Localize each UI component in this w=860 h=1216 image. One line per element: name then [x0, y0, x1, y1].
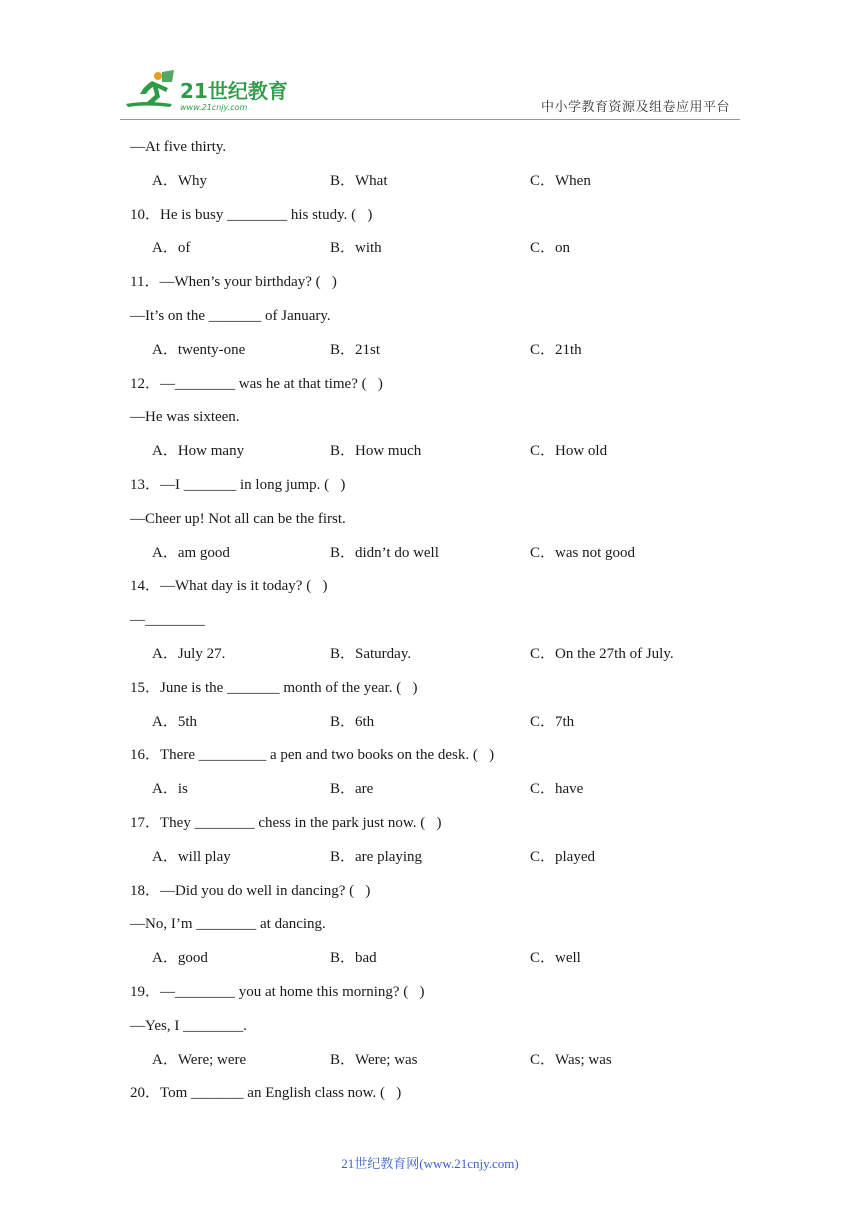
option-b: B．Were; was	[330, 1051, 418, 1068]
question-list	[130, 132, 750, 1112]
question-line: 15．June is the _______ month of the year. ( )	[130, 679, 418, 696]
options-row	[130, 335, 750, 369]
option-b: B．What	[330, 172, 388, 189]
option-a: A．Were; were	[152, 1051, 247, 1068]
option-a: A．twenty-one	[152, 341, 246, 358]
option-a: A．July 27.	[152, 645, 226, 662]
question-line: —Yes, I ________.	[130, 1017, 247, 1034]
options-row	[130, 639, 750, 673]
option-a: A．good	[152, 950, 208, 967]
option-c: C．on	[530, 240, 571, 257]
option-b: B．How much	[330, 443, 422, 460]
option-b: B．with	[330, 240, 382, 257]
option-c: C．Was; was	[530, 1051, 612, 1068]
options-row	[130, 166, 750, 200]
page-footer: 21世纪教育网(www.21cnjy.com)	[341, 1156, 519, 1171]
question-line: —________	[130, 612, 205, 629]
question-line: 20．Tom _______ an English class now. ( )	[130, 1085, 402, 1102]
option-b: B．bad	[330, 950, 377, 967]
option-c: C．well	[530, 950, 581, 967]
option-a: A．of	[152, 240, 191, 257]
option-a: A．is	[152, 781, 188, 798]
question-line: —At five thirty.	[130, 139, 227, 155]
question-line: 10．He is busy ________ his study. ( )	[130, 206, 373, 223]
header-divider	[120, 119, 740, 120]
option-b: B．didn’t do well	[330, 544, 439, 561]
option-c: C．have	[530, 781, 584, 798]
question-line: —He was sixteen.	[130, 409, 240, 426]
question-line: 18．—Did you do well in dancing? ( )	[130, 882, 371, 899]
question-line: 12．—________ was he at that time? ( )	[130, 375, 383, 392]
question-line: 17．They ________ chess in the park just now. ( )	[130, 814, 442, 831]
option-b: B．21st	[330, 341, 381, 358]
brand-logo	[122, 70, 292, 115]
logo-text: 21世纪教育	[180, 79, 288, 103]
option-a: A．How many	[152, 443, 245, 460]
option-b: B．Saturday.	[330, 645, 412, 662]
option-b: B．are playing	[330, 848, 423, 865]
runner-icon	[126, 70, 174, 107]
options-row	[130, 1045, 750, 1079]
question-line: 19．—________ you at home this morning? ( )	[130, 983, 425, 1000]
option-c: C．7th	[530, 713, 575, 730]
question-line: —Cheer up! Not all can be the first.	[130, 510, 346, 527]
options-row	[130, 842, 750, 876]
options-row	[130, 774, 750, 808]
question-line: 11．—When’s your birthday? ( )	[130, 274, 337, 291]
question-line: —No, I’m ________ at dancing.	[130, 916, 326, 933]
option-a: A．5th	[152, 713, 198, 730]
options-row	[130, 943, 750, 977]
option-b: B．6th	[330, 713, 375, 730]
option-a: A．Why	[152, 172, 207, 189]
options-row	[130, 707, 750, 741]
options-row	[130, 538, 750, 572]
option-c: C．played	[530, 848, 595, 865]
question-line: 16．There _________ a pen and two books on the desk. ( )	[130, 747, 495, 764]
option-b: B．are	[330, 781, 374, 798]
header-slogan: 中小学教育资源及组卷应用平台	[540, 100, 730, 115]
option-c: C．21th	[530, 341, 582, 358]
question-line: 13．—I _______ in long jump. ( )	[130, 476, 346, 493]
option-a: A．will play	[152, 848, 231, 865]
option-c: C．On the 27th of July.	[530, 645, 674, 662]
question-line: —It’s on the _______ of January.	[130, 307, 331, 324]
option-c: C．was not good	[530, 544, 636, 561]
question-line: 14．—What day is it today? ( )	[130, 578, 328, 595]
option-a: A．am good	[152, 544, 230, 561]
options-row	[130, 233, 750, 267]
options-row	[130, 436, 750, 470]
option-c: C．How old	[530, 443, 608, 460]
page-header	[0, 0, 860, 125]
option-c: C．When	[530, 172, 591, 189]
logo-subtext: www.21cnjy.com	[180, 103, 248, 112]
